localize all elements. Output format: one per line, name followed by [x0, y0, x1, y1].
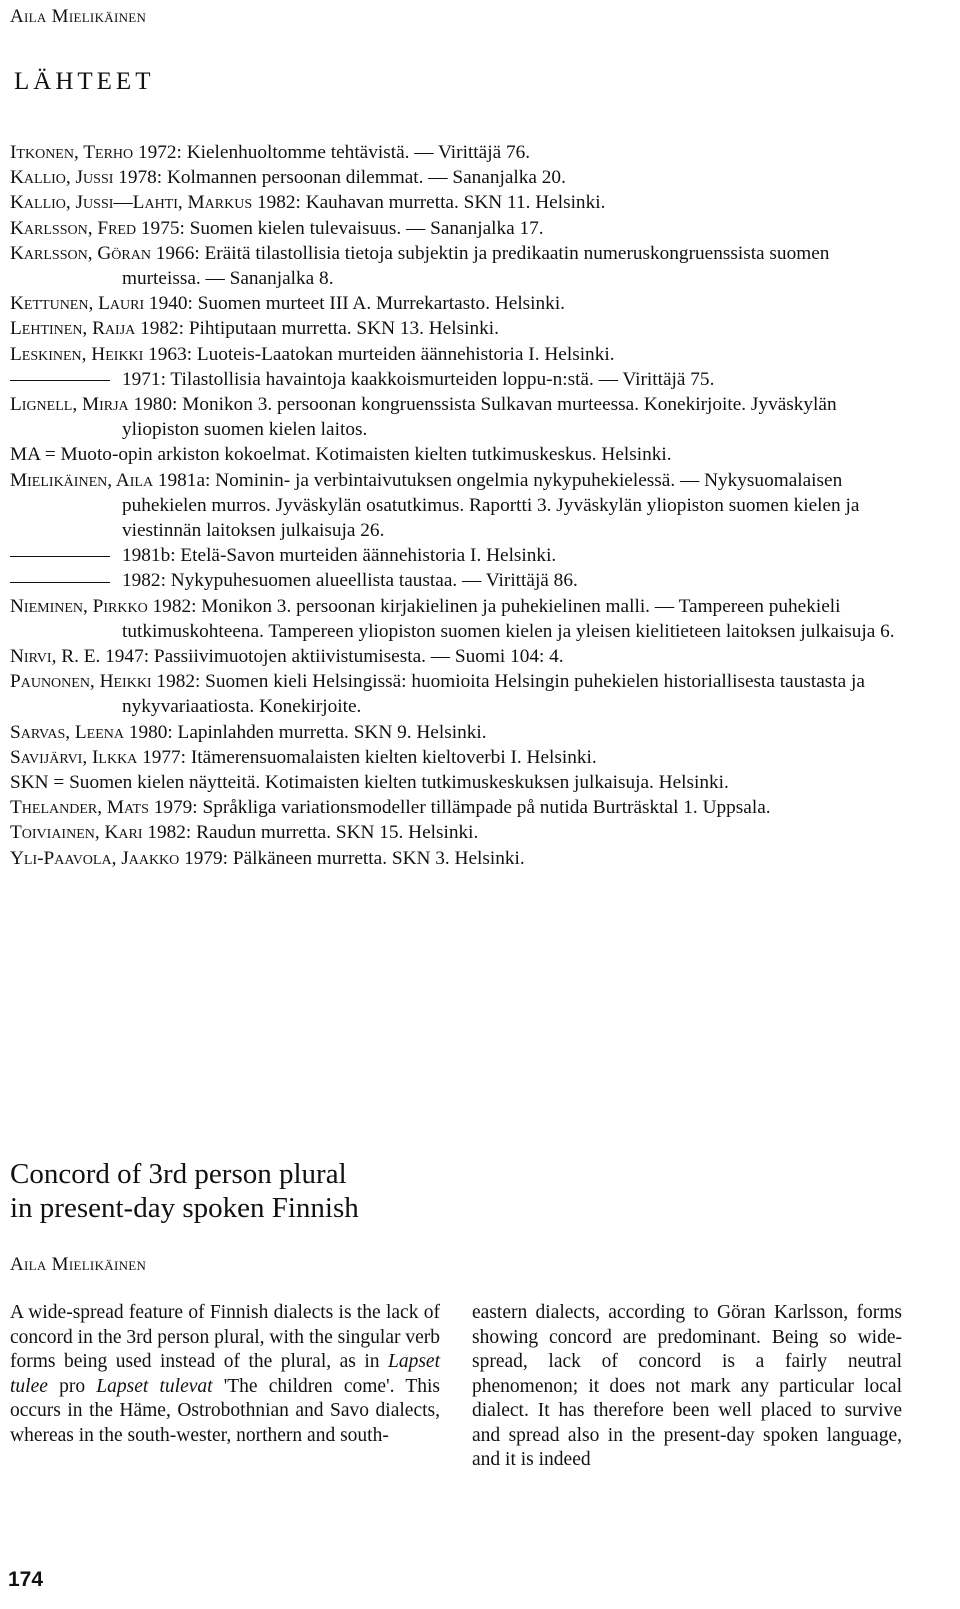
reference-text: 1982: Pihtiputaan murretta. SKN 13. Helsinki.: [135, 318, 499, 340]
reference-text: 1980: Lapinlahden murretta. SKN 9. Helsinki.: [124, 721, 487, 743]
reference-author: Sarvas, Leena: [10, 721, 124, 743]
reference-author: Lignell, Mirja: [10, 394, 129, 416]
reference-entry: [10, 342, 910, 367]
reference-author: Savijärvi, Ilkka: [10, 746, 138, 768]
reference-entry: [10, 745, 910, 770]
reference-entry: [10, 770, 910, 795]
reference-entry: [10, 669, 910, 719]
section-title: LÄHTEET: [14, 68, 155, 95]
reference-text: MA = Muoto-opin arkiston kokoelmat. Kotimaisten kielten tutkimuskeskus. Helsinki.: [10, 444, 672, 466]
reference-entry: [10, 543, 910, 568]
reference-entry: [10, 216, 910, 241]
reference-entry: [10, 291, 910, 316]
reference-text: 1982: Raudun murretta. SKN 15. Helsinki.: [142, 822, 479, 844]
article-title-line1: Concord of 3rd person plural: [10, 1158, 347, 1190]
ditto-dash: [10, 556, 110, 557]
body-column-right: eastern dialects, according to Göran Karlsson, forms showing concord are predominant. Being so wide-spread, lack of concord is a fairly neutral phenomenon; it does not mark any particular local dialect. It has therefore been well placed to survive and spread also in the present-day spoken language, and it is indeed: [472, 1302, 902, 1470]
reference-text: 1940: Suomen murteet III A. Murrekartasto. Helsinki.: [144, 293, 566, 315]
body-column-left: [10, 1301, 440, 1448]
reference-text: 1963: Luoteis-Laatokan murteiden äännehistoria I. Helsinki.: [143, 343, 615, 365]
reference-author: Nirvi, R. E.: [10, 646, 101, 668]
ditto-dash: [10, 582, 110, 583]
article-title: [10, 1157, 570, 1225]
reference-author: Leskinen, Heikki: [10, 343, 144, 365]
reference-entry: [10, 846, 910, 871]
reference-text: 1982: Monikon 3. persoonan kirjakielinen ja puhekielinen malli. — Tampereen puhekieli tutkimuskohteena. Tampereen yliopiston suomen kielen ja yleisen kielitieteen laitoksen julkaisuja 6.: [122, 595, 895, 642]
reference-text: 1947: Passiivimuotojen aktiivistumisesta. — Suomi 104: 4.: [100, 646, 564, 668]
reference-author: Nieminen, Pirkko: [10, 595, 148, 617]
reference-entry: [10, 392, 910, 442]
reference-entry: [10, 720, 910, 745]
reference-text: 1966: Eräitä tilastollisia tietoja subjektin ja predikaatin numeruskongruenssista suomen murteissa. — Sananjalka 8.: [122, 242, 830, 290]
reference-text: 1981a: Nominin- ja verbintaivutuksen ongelmia nykypuhekielessä. — Nykysuomalaisen puhekielen murros. Jyväskylän osatutkimus. Raportti 3. Jyväskylän yliopiston suomen kielen ja viestinnän laitoksen julkaisuja 26.: [122, 469, 860, 542]
reference-entry: [10, 820, 910, 845]
body-text-left-a: A wide-spread feature of Finnish dialects is the lack of concord in the 3rd person plural, with the singular verb forms being used instead of the plural, as in: [10, 1302, 440, 1372]
reference-text: 1971: Tilastollisia havaintoja kaakkoismurteiden loppu-n:stä. — Virittäjä 75.: [122, 368, 715, 390]
body-text-left-b: pro: [47, 1375, 97, 1397]
reference-author: Itkonen, Terho: [10, 142, 134, 163]
reference-text: 1982: Nykypuhesuomen alueellista taustaa. — Virittäjä 86.: [122, 570, 578, 592]
article-title-line2: in present-day spoken Finnish: [10, 1192, 359, 1224]
reference-text: 1977: Itämerensuomalaisten kielten kieltoverbi I. Helsinki.: [137, 746, 597, 768]
article-author: Aila Mielikäinen: [10, 1254, 147, 1275]
reference-author: Karlsson, Göran: [10, 242, 151, 264]
reference-author: Lehtinen, Raija: [10, 318, 136, 340]
reference-author: Mielikäinen, Aila: [10, 469, 154, 491]
example-finnish-2: Lapset tulevat: [96, 1375, 213, 1397]
reference-text: 1982: Suomen kieli Helsingissä: huomioita Helsingin puhekielen historiallisesta taustasta ja nykyvariaatiosta. Konekirjoite.: [122, 671, 865, 718]
reference-entry: [10, 190, 910, 215]
reference-author: Paunonen, Heikki: [10, 671, 152, 693]
reference-text: 1979: Språkliga variationsmodeller tillämpade på nutida Burträsktal 1. Uppsala.: [148, 797, 771, 819]
ditto-dash: [10, 380, 110, 381]
running-header-author: Aila Mielikäinen: [10, 6, 147, 27]
reference-author: Yli-Paavola, Jaakko: [10, 847, 180, 869]
reference-text: SKN = Suomen kielen näytteitä. Kotimaisten kielten tutkimuskeskuksen julkaisuja. Helsinki.: [10, 772, 729, 794]
reference-entry: [10, 795, 910, 820]
reference-list: [10, 140, 910, 871]
reference-author: Kettunen, Lauri: [10, 293, 145, 315]
example-finnish-1: Lapset tulee: [10, 1351, 440, 1397]
reference-text: 1972: Kielenhuoltomme tehtävistä. — Virittäjä 76.: [133, 142, 531, 163]
reference-author: Karlsson, Fred: [10, 217, 137, 239]
reference-entry: [10, 468, 910, 544]
reference-author: Kallio, Jussi—Lahti, Markus: [10, 192, 253, 214]
reference-author: Thelander, Mats: [10, 797, 149, 819]
page-number: 174: [8, 1568, 44, 1591]
reference-author: Toiviainen, Kari: [10, 822, 143, 844]
reference-entry: [10, 140, 910, 165]
body-text-left-c: 'The children come'. This occurs in the Häme, Ostrobothnian and Savo dialects, whereas in the south-wester, northern and south-: [10, 1375, 440, 1446]
reference-text: 1979: Pälkäneen murretta. SKN 3. Helsinki.: [179, 847, 525, 869]
reference-entry: [10, 165, 910, 190]
reference-entry: [10, 644, 910, 669]
reference-text: 1980: Monikon 3. persoonan kongruenssista Sulkavan murteessa. Konekirjoite. Jyväskylän yliopiston suomen kielen laitos.: [122, 394, 837, 441]
reference-author: Kallio, Jussi: [10, 167, 114, 189]
reference-entry: [10, 241, 910, 291]
reference-entry: [10, 316, 910, 341]
reference-entry: [10, 442, 910, 467]
reference-text: 1975: Suomen kielen tulevaisuus. — Sananjalka 17.: [136, 217, 544, 239]
reference-text: 1978: Kolmannen persoonan dilemmat. — Sananjalka 20.: [113, 167, 566, 189]
reference-text: 1982: Kauhavan murretta. SKN 11. Helsinki.: [252, 192, 606, 214]
reference-entry: [10, 367, 910, 392]
reference-entry: [10, 568, 910, 593]
reference-text: 1981b: Etelä-Savon murteiden äännehistoria I. Helsinki.: [122, 545, 557, 567]
reference-entry: [10, 594, 910, 644]
